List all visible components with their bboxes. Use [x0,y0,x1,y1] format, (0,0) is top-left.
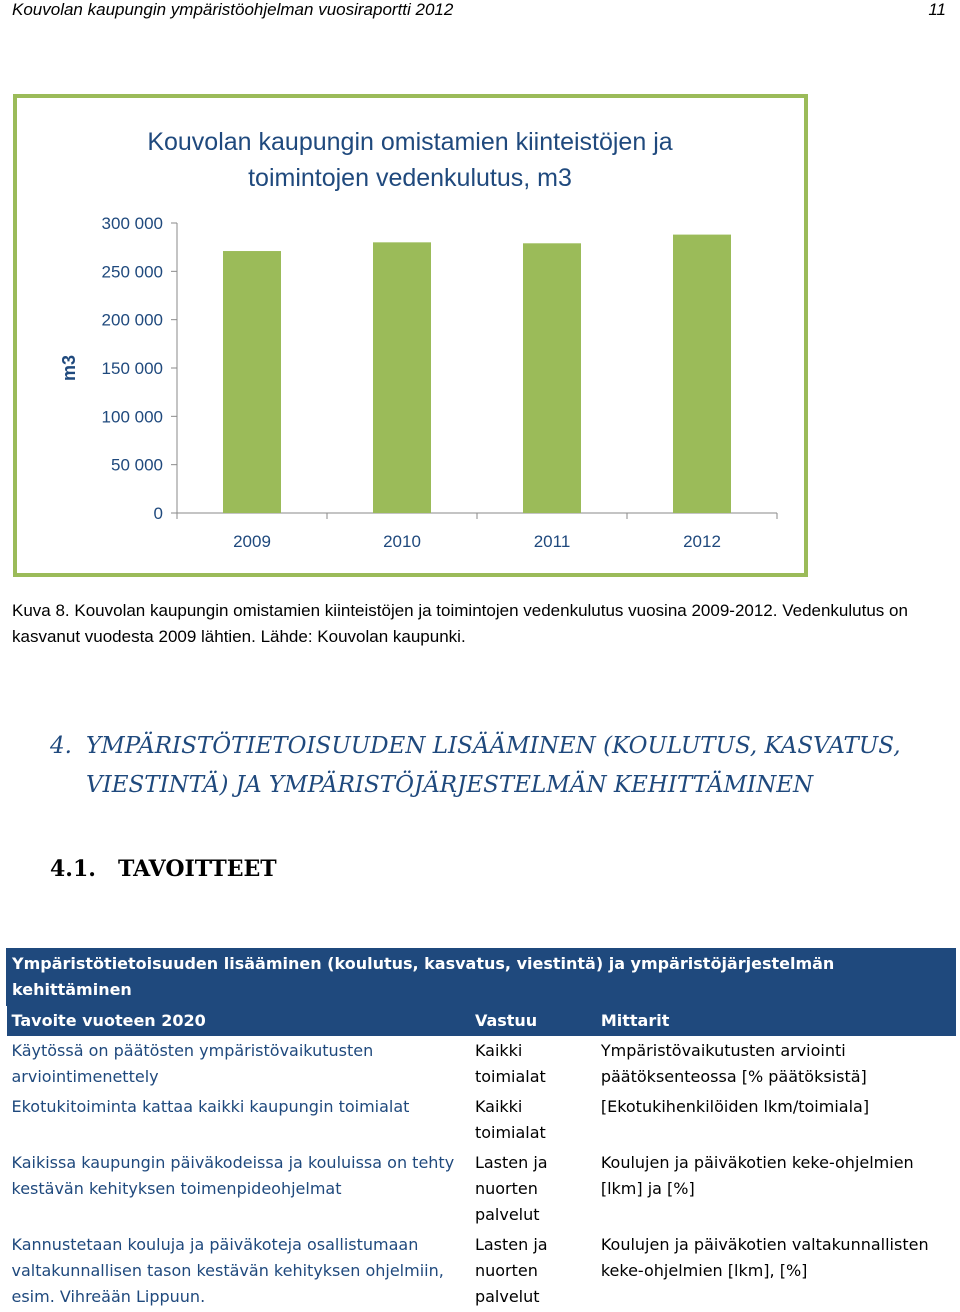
page-number: 11 [928,0,946,19]
y-tick-label: 200 000 [101,310,163,330]
cell-responsibility: Lasten ja nuorten palvelut [474,1153,548,1224]
cell-goal: Kannustetaan kouluja ja päiväkoteja osallistumaan valtakunnallisen tason kestävän kehityksen ohjelmiin, esim. Vihreään Lippuun. [11,1235,444,1306]
subsection-number: 4.1. [50,856,96,882]
cell-goal: Käytössä on päätösten ympäristövaikutusten arviointimenettely [11,1041,374,1086]
section-heading [50,727,945,805]
table-row [7,1092,956,1148]
y-tick-label: 150 000 [101,359,163,378]
table-header-row [7,1006,956,1037]
chart-title-line: toimintojen vedenkulutus, m3 [248,164,572,192]
y-axis-label: m3 [59,354,79,382]
y-tick-label: 250 000 [101,262,163,282]
x-tick-label: 2011 [533,532,571,551]
running-header-title: Kouvolan kaupungin ympäristöohjelman vuosiraportti 2012 [12,0,454,19]
goals-table [6,948,956,1312]
table-row [7,1148,956,1230]
header-responsibility: Vastuu [470,1006,596,1037]
table-title: Ympäristötietoisuuden lisääminen (koulutus, kasvatus, viestintä) ja ympäristöjärjestelmän kehittäminen [7,949,956,1006]
chart-title-line: Kouvolan kaupungin omistamien kiinteistöjen ja [147,128,673,156]
table-row [7,1036,956,1092]
y-tick-label: 0 [153,504,163,523]
x-tick-label: 2009 [233,532,271,551]
section-number: 4. [50,733,72,759]
header-goal: Tavoite vuoteen 2020 [7,1006,470,1037]
bar-2010 [373,242,431,513]
table-title-row [7,949,956,1006]
y-tick-label: 50 000 [111,455,163,475]
bar-2011 [523,243,581,513]
bar-2012 [673,235,731,513]
cell-indicator: [Ekotukihenkilöiden lkm/toimiala] [600,1097,870,1116]
section-title: YMPÄRISTÖTIETOISUUDEN LISÄÄMINEN (KOULUTUS, KASVATUS, VIESTINTÄ) JA YMPÄRISTÖJÄRJESTELMÄN KEHITTÄMINEN [86,733,901,798]
figure-caption: Kuva 8. Kouvolan kaupungin omistamien kiinteistöjen ja toimintojen vedenkulutus vuosina 2009-2012. Vedenkulutus on kasvanut vuodesta 2009 lähtien. Lähde: Kouvolan kaupunki. [12,601,908,646]
cell-responsibility: Kaikki toimialat [474,1097,546,1142]
chart-frame [13,94,808,577]
bar-2009 [223,251,281,513]
cell-responsibility: Kaikki toimialat [474,1041,546,1086]
x-tick-label: 2010 [383,532,421,551]
cell-goal: Kaikissa kaupungin päiväkodeissa ja kouluissa on tehty kestävän kehityksen toimenpideohjelmat [11,1153,455,1198]
cell-indicator: Koulujen ja päiväkotien valtakunnallisten keke-ohjelmien [lkm], [%] [600,1235,929,1280]
subsection-heading [50,856,277,882]
cell-indicator: Ympäristövaikutusten arviointi päätöksenteossa [% päätöksistä] [600,1041,867,1086]
x-tick-label: 2012 [683,532,721,551]
cell-indicator: Koulujen ja päiväkotien keke-ohjelmien [lkm] ja [%] [600,1153,914,1198]
table-row [7,1230,956,1312]
subsection-title: TAVOITTEET [118,856,277,882]
cell-goal: Ekotukitoiminta kattaa kaikki kaupungin toimialat [11,1097,410,1116]
header-indicators: Mittarit [596,1006,956,1037]
water-consumption-chart [17,98,804,573]
y-tick-label: 100 000 [101,407,163,427]
y-tick-label: 300 000 [101,214,163,233]
cell-responsibility: Lasten ja nuorten palvelut [474,1235,548,1306]
